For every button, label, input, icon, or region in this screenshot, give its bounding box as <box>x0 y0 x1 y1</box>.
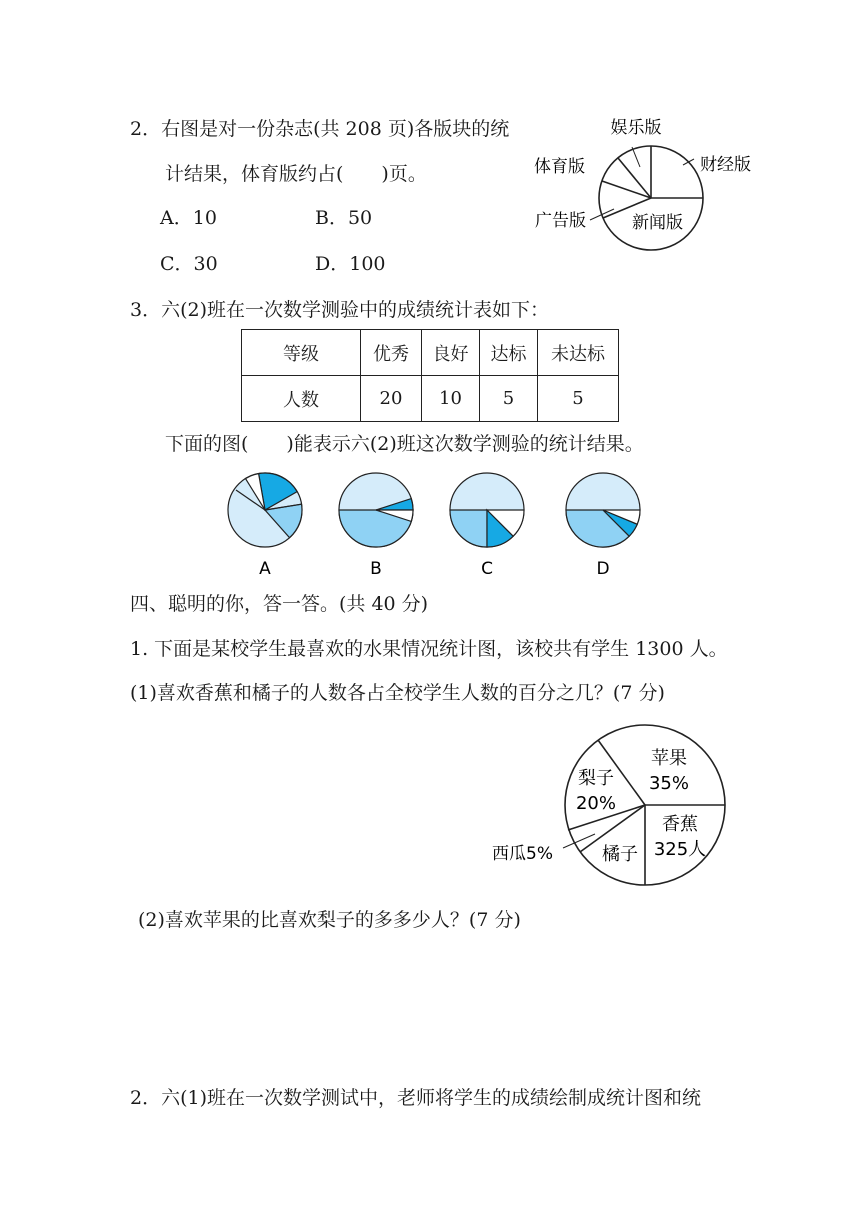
table-cell: 20 <box>361 376 422 422</box>
label-ads: 广告版 <box>535 211 586 231</box>
label-watermelon: 西瓜5% <box>492 844 553 864</box>
pie-choice-a <box>228 473 302 579</box>
pie-choice-c <box>450 473 524 579</box>
table-cell: 人数 <box>242 376 361 422</box>
label-entertainment: 娱乐版 <box>610 118 662 138</box>
s4-p1-sub2: (2)喜欢苹果的比喜欢梨子的多多少人？(7 分) <box>138 909 521 931</box>
label-apple-pct: 35% <box>648 773 690 794</box>
choice-label-c: C <box>481 559 493 579</box>
table-cell: 未达标 <box>538 330 619 376</box>
label-banana-name: 香蕉 <box>662 814 698 835</box>
grade-table <box>241 329 619 422</box>
label-sports: 体育版 <box>534 157 585 177</box>
table-cell: 10 <box>422 376 480 422</box>
q3-question: 下面的图( )能表示六(2)班这次数学测验的统计结果。 <box>165 433 644 455</box>
choice-label-d: D <box>596 559 610 579</box>
table-header-row <box>242 330 619 376</box>
q2-option-d: D．100 <box>315 253 386 275</box>
q2-option-c: C．30 <box>160 253 218 275</box>
choice-label-b: B <box>370 559 382 579</box>
table-cell: 5 <box>480 376 538 422</box>
label-apple-name: 苹果 <box>651 748 687 769</box>
choice-label-a: A <box>259 559 271 579</box>
table-cell: 等级 <box>242 330 361 376</box>
q3-intro: 3．六(2)班在一次数学测验中的成绩统计表如下： <box>130 299 550 321</box>
q2-option-a: A．10 <box>160 207 217 229</box>
table-cell: 良好 <box>422 330 480 376</box>
s4-p1-sub1: (1)喜欢香蕉和橘子的人数各占全校学生人数的百分之几？(7 分) <box>130 682 665 704</box>
pie-choice-d <box>566 473 640 579</box>
label-pear-name: 梨子 <box>578 768 614 789</box>
pie-choice-b <box>339 473 413 579</box>
q2-line1: 2．右图是对一份杂志(共 208 页)各版块的统 <box>130 118 510 140</box>
section4-heading: 四、聪明的你，答一答。(共 40 分) <box>130 593 429 615</box>
label-pear-pct: 20% <box>575 793 617 814</box>
q2-option-b: B．50 <box>315 207 373 229</box>
s4-p2-intro: 2．六(1)班在一次数学测试中，老师将学生的成绩绘制成统计图和统 <box>130 1087 702 1109</box>
q2-line2: 计结果，体育版约占( )页。 <box>165 163 427 185</box>
table-cell: 优秀 <box>361 330 422 376</box>
table-cell: 达标 <box>480 330 538 376</box>
table-row <box>242 376 619 422</box>
choice-pies <box>220 470 660 582</box>
fruit-pie-chart <box>485 722 745 892</box>
label-finance: 财经版 <box>700 155 751 175</box>
s4-p1-intro: 1. 下面是某校学生最喜欢的水果情况统计图，该校共有学生 1300 人。 <box>130 638 728 660</box>
label-orange: 橘子 <box>602 844 638 865</box>
table-cell: 5 <box>538 376 619 422</box>
label-banana-count: 325人 <box>653 839 707 860</box>
magazine-pie-chart <box>520 105 770 275</box>
label-news: 新闻版 <box>632 213 683 233</box>
